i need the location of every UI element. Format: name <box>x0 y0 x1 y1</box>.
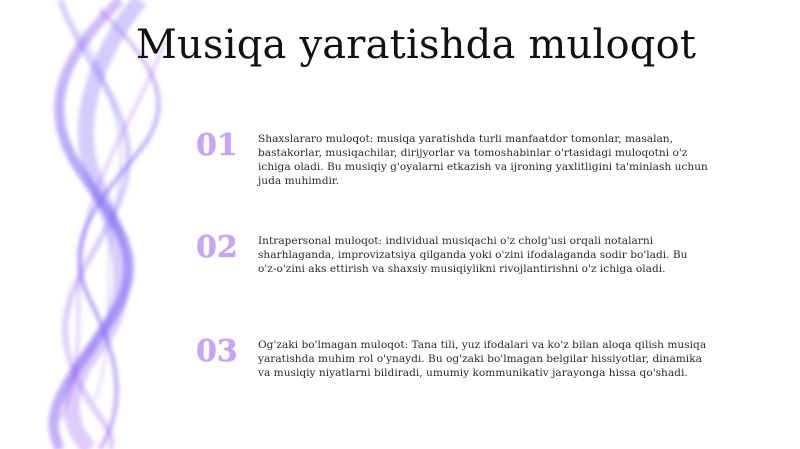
page-title: Musiqa yaratishda muloqot <box>135 22 697 68</box>
item-text: Intrapersonal muloqot: individual musiqachi o'z cholg'usi orqali notalarni sharhlaganda, improvizatsiya qilganda yoki o'zini ifodalaganda sodir bo'ladi. Bu o'z-o'zini aks ettirish va shaxsiy musiqiylikni rivojlantirishni o'z ichiga oladi. <box>258 235 688 275</box>
item-text: Shaxslararo muloqot: musiqa yaratishda turli manfaatdor tomonlar, masalan, bastakorlar, musiqachilar, dirijyorlar va tomoshabinlar o'rtasidagi muloqotni o'z ichiga oladi. Bu musiqiy g'oyalarni etkazish va ijroning yaxlitligini ta'minlash uchun juda muhimdir. <box>258 133 708 187</box>
item-number: 02 <box>196 230 238 265</box>
item-text: Og'zaki bo'lmagan muloqot: Tana tili, yuz ifodalari va ko'z bilan aloqa qilish musiqa yaratishda muhim rol o'ynaydi. Bu og'zaki bo'lmagan belgilar hissiyotlar, dinamika va musiqiy niyatlarni bildiradi, umumiy kommunikativ jarayonga hissa qo'shadi. <box>258 339 707 379</box>
item-number: 01 <box>196 128 238 163</box>
item-number: 03 <box>196 334 238 369</box>
